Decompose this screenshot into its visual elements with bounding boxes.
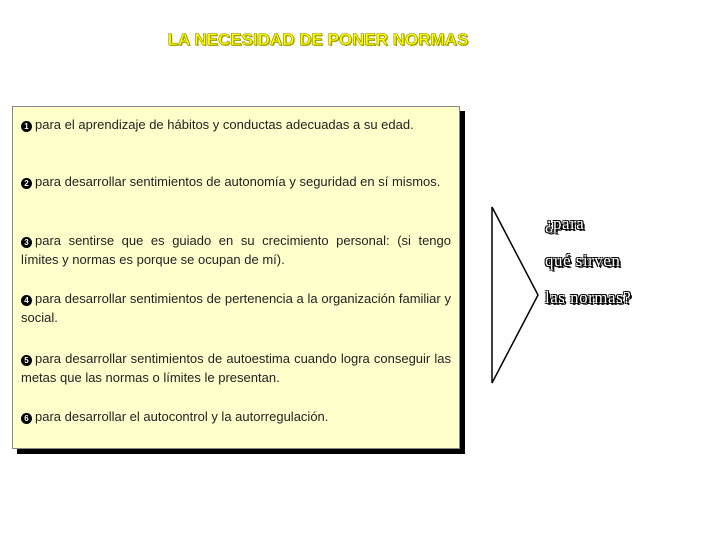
number-5-icon: 5	[21, 355, 32, 366]
reason-text: para el aprendizaje de hábitos y conductas adecuadas a su edad.	[35, 117, 414, 132]
reason-text: para desarrollar el autocontrol y la autorregulación.	[35, 409, 329, 424]
reason-item-2	[21, 172, 451, 191]
reason-text: para desarrollar sentimientos de pertenencia a la organización familiar y social.	[21, 291, 451, 325]
right-arrow-icon	[490, 205, 540, 385]
reason-text: para desarrollar sentimientos de autonomía y seguridad en sí mismos.	[35, 174, 441, 189]
reason-item-1	[21, 115, 451, 134]
number-4-icon: 4	[21, 295, 32, 306]
page-title: LA NECESIDAD DE PONER NORMAS	[167, 30, 469, 49]
question-line-2: qué sirven	[545, 251, 621, 270]
reasons-box	[12, 106, 460, 449]
number-3-icon: 3	[21, 237, 32, 248]
reason-item-6	[21, 407, 451, 426]
reason-text: para sentirse que es guiado en su crecimiento personal: (si tengo límites y normas es porque se ocupan de mí).	[21, 233, 451, 267]
question-line-3: las normas?	[545, 288, 632, 307]
number-1-icon: 1	[21, 121, 32, 132]
reason-text: para desarrollar sentimientos de autoestima cuando logra conseguir las metas que las normas o límites le presentan.	[21, 351, 451, 385]
reason-item-3	[21, 231, 451, 269]
reason-item-4	[21, 289, 451, 327]
question-text	[545, 214, 631, 325]
number-6-icon: 6	[21, 413, 32, 424]
number-2-icon: 2	[21, 178, 32, 189]
question-line-1: ¿para	[545, 214, 585, 233]
reason-item-5	[21, 349, 451, 387]
